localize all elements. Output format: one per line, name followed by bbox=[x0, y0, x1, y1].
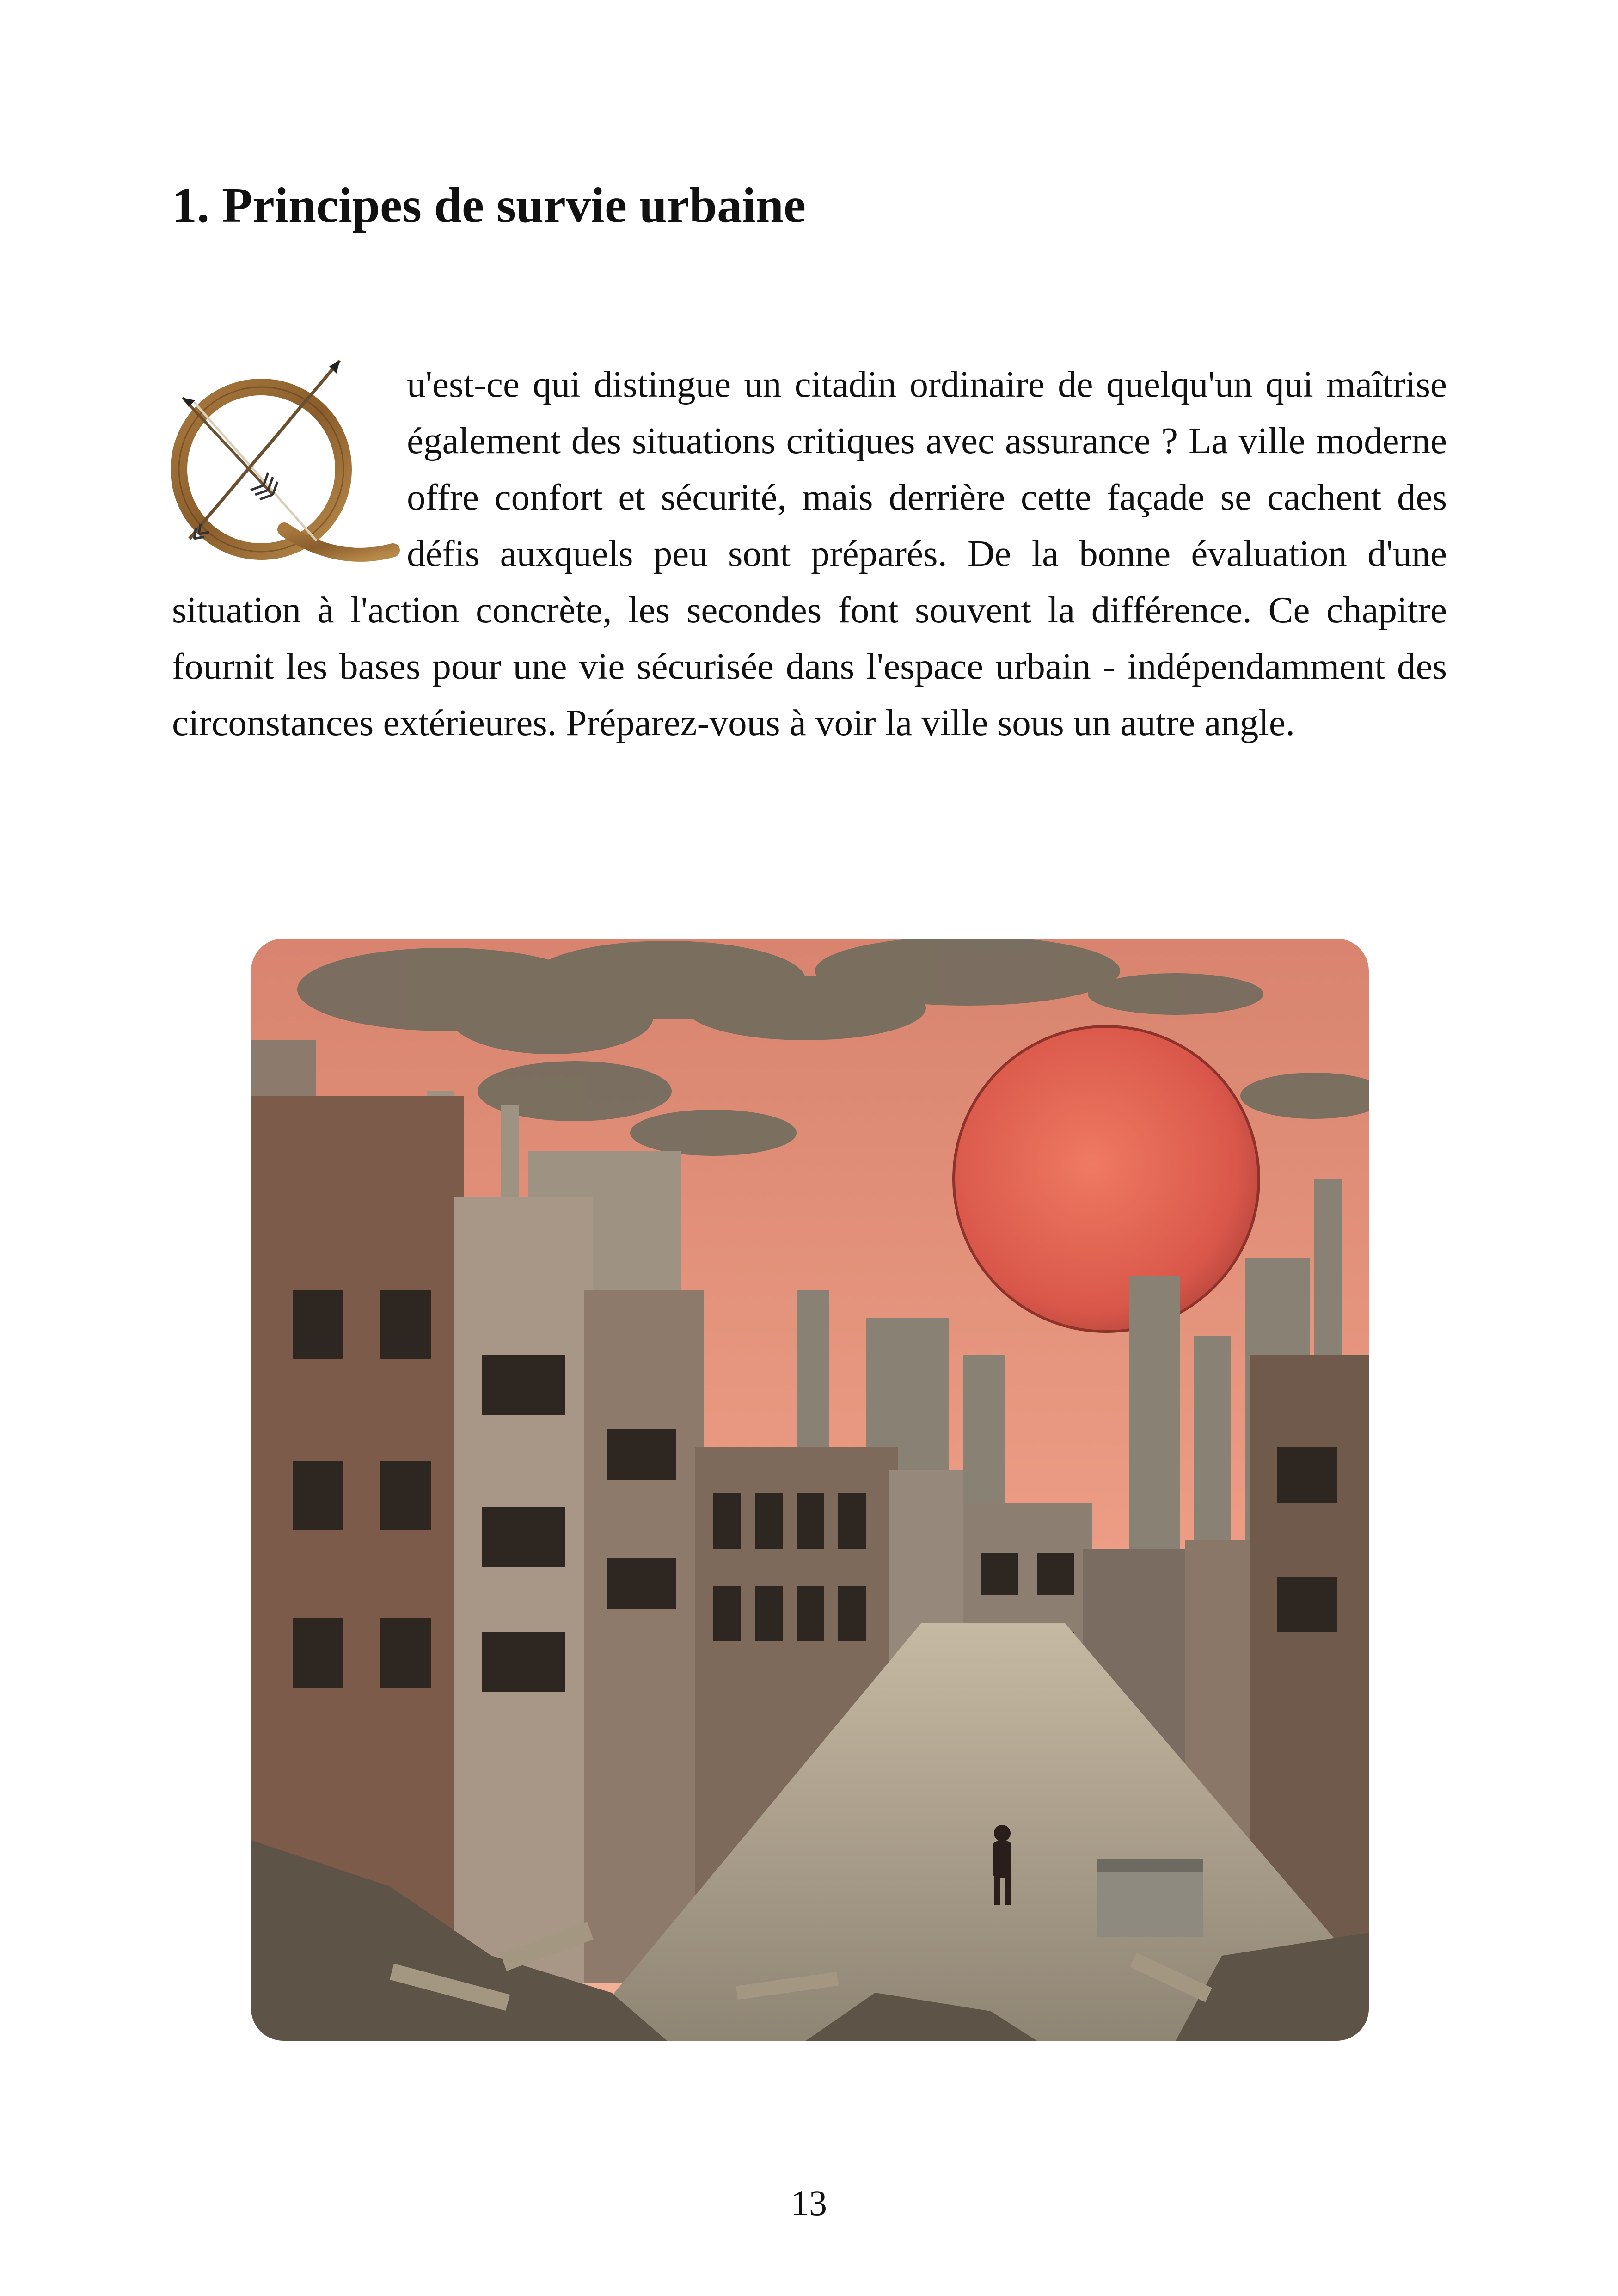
ruined-city-illustration bbox=[251, 939, 1369, 2041]
ruined-city-artwork bbox=[251, 939, 1369, 2041]
intro-paragraph: u'est-ce qui distingue un citadin ordinaire de quelqu'un qui maîtrise également des situations critiques avec assurance ? La ville moderne offre confort et sécurité, mais derrière cette façade se cachent des défis auxquels peu sont préparés. De la bonne évaluation d'une situation à l'action concrète, les secondes font souvent la différence. Ce chapitre fournit les bases pour une vie sécurisée dans l'espace urbain - indépendamment des circonstances extérieures. Préparez-vous à voir la ville sous un autre angle. bbox=[172, 363, 1447, 743]
page-number: 13 bbox=[791, 2183, 827, 2223]
intro-section bbox=[172, 356, 1447, 751]
bow-and-arrows-letter-q-icon bbox=[166, 356, 407, 569]
drop-cap bbox=[166, 356, 407, 569]
chapter-title: 1. Principes de survie urbaine bbox=[172, 178, 806, 233]
